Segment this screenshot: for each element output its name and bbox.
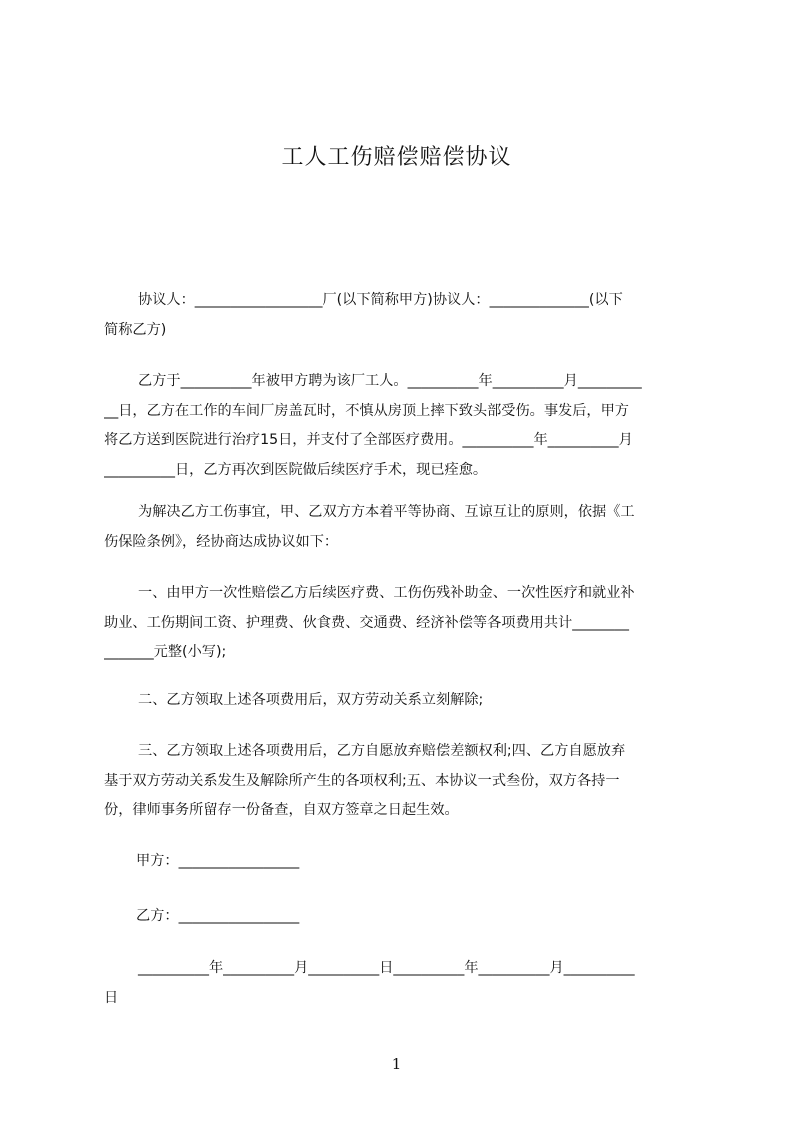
date-paragraph xyxy=(104,954,700,1013)
text-line: 伤保险条例》，经协商达成协议如下： xyxy=(104,533,339,550)
page-number: 1 xyxy=(391,1055,402,1073)
text-line: 将乙方送到医院进行治疗15日，并支付了全部医疗费用。__________年__________月 xyxy=(104,432,633,448)
text-line: 乙方于__________年被甲方聘为该厂工人。__________年__________月_________ xyxy=(138,373,642,389)
text-line: 份，律师事务所留存一份备查，自双方签章之日起生效。 xyxy=(104,802,459,818)
text-line: 基于双方劳动关系发生及解除所产生的各项权利;五、本协议一式叁份，双方各持一 xyxy=(104,772,620,789)
text-line: 协议人：__________________厂(以下简称甲方)协议人：______________(以下 xyxy=(138,292,623,308)
text-line: 一、由甲方一次性赔偿乙方后续医疗费、工伤伤残补助金、一次性医疗和就业补 xyxy=(138,585,635,601)
party-paragraph xyxy=(104,286,700,345)
principle-paragraph xyxy=(104,498,700,557)
text-line: __________年__________月__________日__________年__________月__________ xyxy=(138,960,635,976)
document-title: 工人工伤赔偿赔偿协议 xyxy=(281,145,512,170)
incident-paragraph xyxy=(104,367,700,485)
text-line: 二、乙方领取上述各项费用后，双方劳动关系立刻解除; xyxy=(138,692,484,708)
text-line: 助业、工伤期间工资、护理费、伙食费、交通费、经济补偿等各项费用共计________ xyxy=(104,614,629,631)
clause-three-paragraph xyxy=(104,737,700,826)
party-b-signature: 乙方：_________________ xyxy=(136,908,300,924)
clause-one-paragraph xyxy=(104,579,700,668)
text-line: 日 xyxy=(104,989,119,1006)
text-line: _______元整(小写); xyxy=(104,644,227,660)
clause-two-paragraph xyxy=(104,686,700,716)
party-a-signature: 甲方：_________________ xyxy=(136,853,300,869)
text-line: __________日，乙方再次到医院做后续医疗手术，现已痊愈。 xyxy=(104,461,488,478)
text-line: 简称乙方) xyxy=(104,321,167,338)
text-line: 三、乙方领取上述各项费用后，乙方自愿放弃赔偿差额权利;四、乙方自愿放弃 xyxy=(138,743,626,759)
text-line: 为解决乙方工伤事宜，甲、乙双方方本着平等协商、互谅互让的原则，依据《工 xyxy=(138,504,635,520)
text-line: __日，乙方在工作的车间厂房盖瓦时，不慎从房顶上摔下致头部受伤。事发后，甲方 xyxy=(104,402,629,419)
